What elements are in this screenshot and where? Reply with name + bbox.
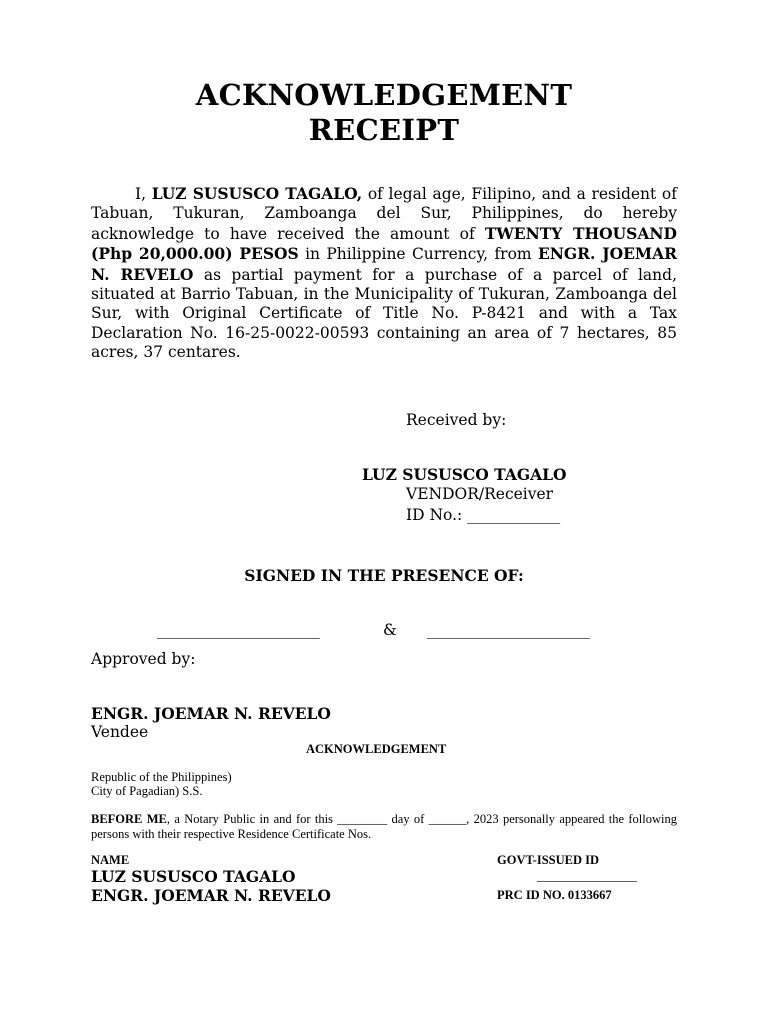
notary-paragraph (91, 812, 677, 841)
column-header-govt-id: GOVT-ISSUED ID (497, 853, 600, 867)
approved-by-label: Approved by: (91, 650, 196, 668)
witness-heading: SIGNED IN THE PRESENCE OF: (244, 566, 524, 585)
venue-line-2: City of Pagadian) S.S. (91, 784, 203, 798)
receiver-id-line: ID No.: ____________ (406, 506, 561, 524)
receiver-role: VENDOR/Receiver (406, 485, 554, 503)
vendee-name-inline: ENGR. JOEMAR N. REVELO (91, 244, 677, 284)
approver-role: Vendee (91, 723, 149, 741)
venue-line-1: Republic of the Philippines) (91, 770, 232, 784)
person-1-id-line: ________________ (537, 869, 637, 883)
receiver-name: LUZ SUSUSCO TAGALO (362, 465, 567, 484)
body-text-3: in Philippine Currency, from (298, 245, 538, 264)
received-by-label: Received by: (406, 411, 507, 429)
receipt-body-paragraph (91, 184, 677, 363)
body-text-4: as partial payment for a purchase of a parcel of land, situated at Barrio Tabuan, in the Municipality of Tukuran, Zamboanga del Sur, with Original Certificate of Title No. P-8421 and with a Tax Declaration No. 16-25-0022-00593 containing an area of 7 hectares, 85 acres, 37 centares. (91, 265, 677, 362)
witness-signature-line-left: _____________________ (157, 621, 320, 639)
document-title (0, 78, 768, 148)
witness-ampersand: & (383, 621, 397, 639)
notary-text: , a Notary Public in and for this ________ day of ______, 2023 personally appeared the following persons with their respective Residence Certificate Nos. (91, 812, 677, 841)
acknowledgement-heading: ACKNOWLEDGEMENT (306, 742, 447, 756)
person-2-id: PRC ID NO. 0133667 (497, 888, 612, 902)
approver-name: ENGR. JOEMAR N. REVELO (91, 704, 331, 723)
person-2-name: ENGR. JOEMAR N. REVELO (91, 886, 331, 905)
title-line-2: RECEIPT (308, 113, 460, 147)
column-header-name: NAME (91, 853, 130, 867)
body-text-2: of legal age, Filipino, and a resident of Tabuan, Tukuran, Zamboanga del Sur, Philippines, do hereby acknowledge to have received the amount of (91, 185, 677, 243)
person-1-name: LUZ SUSUSCO TAGALO (91, 867, 296, 886)
amount-text: TWENTY THOUSAND (Php 20,000.00) PESOS (91, 223, 677, 264)
before-me-text: BEFORE ME (91, 812, 167, 826)
title-line-1: ACKNOWLEDGEMENT (195, 78, 573, 112)
body-text-1: I, (135, 185, 152, 203)
witness-signature-line-right: _____________________ (427, 621, 590, 639)
vendor-name-inline: LUZ SUSUSCO TAGALO, (151, 184, 363, 203)
